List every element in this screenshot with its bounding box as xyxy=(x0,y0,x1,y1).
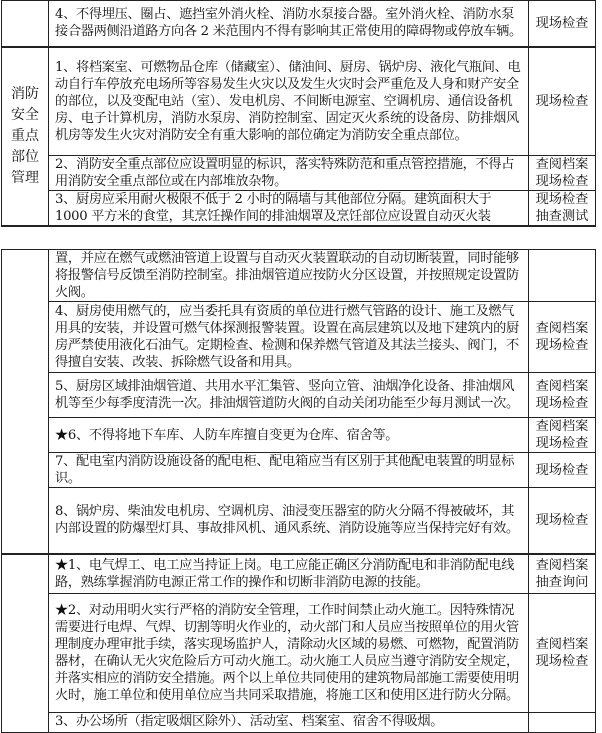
table-row xyxy=(2,453,596,488)
table-row xyxy=(2,418,596,453)
category-cell xyxy=(2,47,49,227)
inspection-method: 现场检查 抽查测试 xyxy=(529,191,596,227)
inspection-method: 查阅档案 现场检查 xyxy=(529,594,596,713)
inspection-method: 现场检查 xyxy=(529,1,596,47)
page-break xyxy=(1,227,602,249)
category-cell xyxy=(2,250,49,554)
requirement-text: 7、配电室内消防设施设备的配电柜、配电箱应当有区别于其他配电装置的明显标识。 xyxy=(49,453,529,488)
requirement-text: 1、将档案室、可燃物品仓库（储藏室）、储油间、厨房、锅炉房、液化气瓶间、电动自行车停放充电场所等容易发生火灾以及发生火灾时会严重危及人身和财产安全的部位，以及变配电站（室）、发电机房、不间断电源室、空调机房、通信设备机房、电子计算机房，消防水泵房、消防控制室、固定灭火系统的设备房、防排烟风机房等发生火灾对消防安全有重大影响的部位确定为消防安全重点部位。 xyxy=(49,47,529,156)
table-row xyxy=(2,156,596,191)
requirement-text: 3、厨房应采用耐火极限不低于 2 小时的隔墙与其他部位分隔。建筑面积大于 1000 平方米的食堂，其烹饪操作间的排油烟罩及烹饪部位应设置自动灭火装 xyxy=(49,191,529,227)
inspection-table-page2 xyxy=(1,249,596,733)
table-row xyxy=(2,191,596,227)
table-row xyxy=(2,373,596,418)
table-row xyxy=(2,1,596,47)
inspection-method: 查阅档案 抽查询问 xyxy=(529,554,596,594)
category-cell xyxy=(2,554,49,733)
table-row xyxy=(2,250,596,302)
inspection-table-page1 xyxy=(1,0,596,227)
table-row xyxy=(2,47,596,156)
table-row xyxy=(2,713,596,733)
requirement-text: 8、锅炉房、柴油发电机房、空调机房、油浸变压器室的防火分隔不得被破坏，其内部设置的防爆型灯具、事故排风机、通风系统、消防设施等应当保持完好有效。 xyxy=(49,488,529,554)
inspection-method: 查阅档案 现场检查 xyxy=(529,302,596,373)
requirement-text: 3、办公场所（指定吸烟区除外）、活动室、档案室、宿舍不得吸烟。 xyxy=(49,713,529,733)
requirement-text: ★2、对动用明火实行严格的消防安全管理，工作时间禁止动火施工。因特殊情况需要进行电焊、气焊、切割等明火作业的，动火部门和人员应当按照单位的用火管理制度办理审批手续，落实现场监护人，清除动火区域的易燃、可燃物，配置消防器材，在确认无火灾危险后方可动火施工。动火施工人员应当遵守消防安全规定，并落实相应的消防安全措施。两个以上单位共同使用的建筑物局部施工需要使用明火时，施工单位和使用单位应当共同采取措施，将施工区和使用区进行防火分隔。 xyxy=(49,594,529,713)
requirement-text: 4、厨房使用燃气的，应当委托具有资质的单位进行燃气管路的设计、施工及燃气用具的安装，并设置可燃气体探测报警装置。设置在高层建筑以及地下建筑内的厨房严禁使用液化石油气。定期检查、检测和保养燃气管道及其法兰接头、阀门，不得擅自安装、改装、拆除燃气设备和用具。 xyxy=(49,302,529,373)
requirement-text: ★6、不得将地下车库、人防车库擅自变更为仓库、宿舍等。 xyxy=(49,418,529,453)
inspection-method: 现场检查 xyxy=(529,453,596,488)
inspection-method: 查阅档案 现场检查 xyxy=(529,418,596,453)
inspection-method: 现场检查 xyxy=(529,488,596,554)
inspection-method xyxy=(529,250,596,302)
category-cell xyxy=(2,1,49,47)
requirement-text: 置，并应在燃气或燃油管道上设置与自动灭火装置联动的自动切断装置，同时能够将报警信号反馈至消防控制室。排油烟管道应按防火分区设置，并按照规定设置防火阀。 xyxy=(49,250,529,302)
requirement-text: 2、消防安全重点部位应设置明显的标识，落实特殊防范和重点管控措施，不得占用消防安全重点部位或在内部堆放杂物。 xyxy=(49,156,529,191)
inspection-method: 查阅档案 现场检查 xyxy=(529,373,596,418)
table-row xyxy=(2,302,596,373)
inspection-method xyxy=(529,713,596,733)
table-row xyxy=(2,488,596,554)
table-row xyxy=(2,594,596,713)
requirement-text: 4、不得埋压、圈占、遮挡室外消火栓、消防水泵接合器。室外消火栓、消防水泵接合器两侧沿道路方向各 2 米范围内不得有影响其正常使用的障碍物或停放车辆。 xyxy=(49,1,529,47)
requirement-text: ★1、电气焊工、电工应当持证上岗。电工应能正确区分消防配电和非消防配电线路，熟练掌握消防电源正常工作的操作和切断非消防电源的技能。 xyxy=(49,554,529,594)
requirement-text: 5、厨房区域排油烟管道、共用水平汇集管、竖向立管、油烟净化设备、排油烟风机等至少每季度清洗一次。排油烟管道防火阀的自动关闭功能至少每月测试一次。 xyxy=(49,373,529,418)
category-label: 消防安全重点部位管理 xyxy=(10,85,39,186)
inspection-method: 查阅档案 现场检查 xyxy=(529,156,596,191)
table-row xyxy=(2,554,596,594)
inspection-method: 现场检查 xyxy=(529,47,596,156)
